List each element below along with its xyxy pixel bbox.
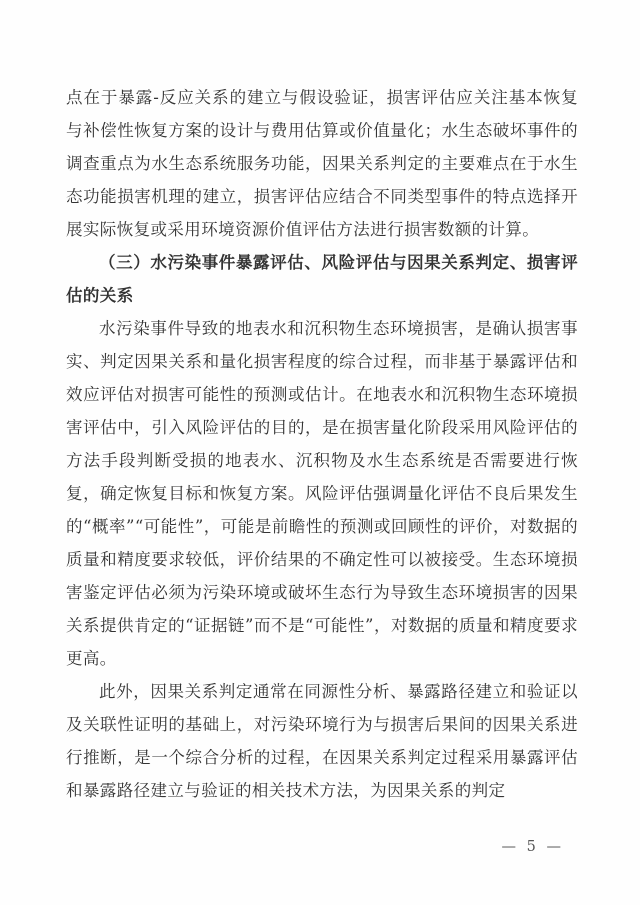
paragraph-continuation: 点在于暴露-反应关系的建立与假设验证，损害评估应关注基本恢复与补偿性恢复方案的设计与费用估算或价值量化；水生态破坏事件的调查重点为水生态系统服务功能，因果关系判定的主要难点在于水生态功能损害机理的建立，损害评估应结合不同类型事件的特点选择开展实际恢复或采用环境资源价值评估方法进行损害数额的计算。 [66,88,578,239]
paragraph: 水污染事件导致的地表水和沉积物生态环境损害，是确认损害事实、判定因果关系和量化损害程度的综合过程，而非基于暴露评估和效应评估对损害可能性的预测或估计。在地表水和沉积物生态环境损害评估中，引入风险评估的目的，是在损害量化阶段采用风险评估的方法手段判断受损的地表水、沉积物及水生态系统是否需要进行恢复，确定恢复目标和恢复方案。风险评估强调量化评估不良后果发生的“概率”“可能性”，可能是前瞻性的预测或回顾性的评价，对数据的质量和精度要求较低，评价结果的不确定性可以被接受。生态环境损害鉴定评估必须为污染环境或破坏生态行为导致生态环境损害的因果关系提供肯定的“证据链”而不是“可能性”，对数据的质量和精度要求更高。 [66,319,578,668]
section-heading: （三）水污染事件暴露评估、风险评估与因果关系判定、损害评估的关系 [66,253,578,305]
paragraph: 此外，因果关系判定通常在同源性分析、暴露路径建立和验证以及关联性证明的基础上，对污染环境行为与损害后果间的因果关系进行推断，是一个综合分析的过程，在因果关系判定过程采用暴露评估和暴露路径建立与验证的相关技术方法，为因果关系的判定 [66,682,578,800]
page-number: — 5 — [501,839,564,855]
